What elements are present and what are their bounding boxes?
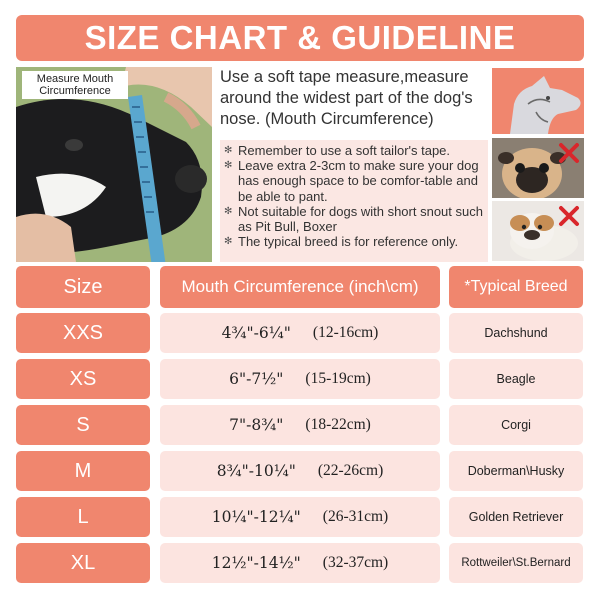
tips-box xyxy=(220,140,488,262)
x-mark-icon xyxy=(558,205,580,227)
inch-value: 4¾"-6¼" xyxy=(221,324,291,342)
tip-item: ✻ Leave extra 2-3cm to make sure your dog has enough space to be comfor-table and be able to pant. xyxy=(224,158,484,204)
cm-value: (22-26cm) xyxy=(317,462,384,479)
pug-photo xyxy=(492,138,584,198)
size-cell: M xyxy=(16,451,150,491)
cm-value: (12-16cm) xyxy=(312,324,379,341)
page-title: SIZE CHART & GUIDELINE xyxy=(16,15,584,61)
circumference-cell xyxy=(160,313,440,353)
inch-value: 12½"-14½" xyxy=(211,554,301,572)
breed-cell: Corgi xyxy=(449,405,583,445)
bulldog-photo xyxy=(492,201,584,261)
tip-item: ✻ The typical breed is for reference only. xyxy=(224,234,484,249)
breed-cell: Beagle xyxy=(449,359,583,399)
intro-text: Use a soft tape measure,measure around the widest part of the dog's nose. (Mouth Circumference) xyxy=(220,68,473,128)
inch-value: 7"-8¾" xyxy=(229,416,284,434)
circumference-cell xyxy=(160,497,440,537)
tip-item: ✻ Remember to use a soft tailor's tape. xyxy=(224,143,484,158)
size-cell: S xyxy=(16,405,150,445)
header-breed: *Typical Breed xyxy=(449,266,583,308)
dog-muzzle-photo xyxy=(16,67,212,262)
circumference-cell xyxy=(160,451,440,491)
size-cell: XS xyxy=(16,359,150,399)
breed-cell: Golden Retriever xyxy=(449,497,583,537)
x-mark-icon xyxy=(558,142,580,164)
photo-label-text: Measure Mouth Circumference xyxy=(36,73,114,97)
size-cell: XL xyxy=(16,543,150,583)
tip-item: ✻ Not suitable for dogs with short snout such as Pit Bull, Boxer xyxy=(224,204,484,234)
size-cell: XXS xyxy=(16,313,150,353)
inch-value: 8¾"-10¼" xyxy=(216,462,296,480)
size-cell: L xyxy=(16,497,150,537)
cm-value: (26-31cm) xyxy=(322,508,389,525)
breed-cell: Rottweiler\St.Bernard xyxy=(449,543,583,583)
cm-value: (15-19cm) xyxy=(305,370,371,387)
dog-head-outline-icon xyxy=(492,68,584,134)
cm-value: (18-22cm) xyxy=(305,416,371,433)
breed-cell: Dachshund xyxy=(449,313,583,353)
inch-value: 10¼"-12¼" xyxy=(211,508,301,526)
inch-value: 6"-7½" xyxy=(229,370,284,388)
photo-label xyxy=(22,71,128,99)
breed-cell: Doberman\Husky xyxy=(449,451,583,491)
cm-value: (32-37cm) xyxy=(322,554,389,571)
circumference-cell xyxy=(160,359,440,399)
circumference-cell xyxy=(160,405,440,445)
header-circumference: Mouth Circumference (inch\cm) xyxy=(160,266,440,308)
header-size: Size xyxy=(16,266,150,308)
circumference-cell xyxy=(160,543,440,583)
